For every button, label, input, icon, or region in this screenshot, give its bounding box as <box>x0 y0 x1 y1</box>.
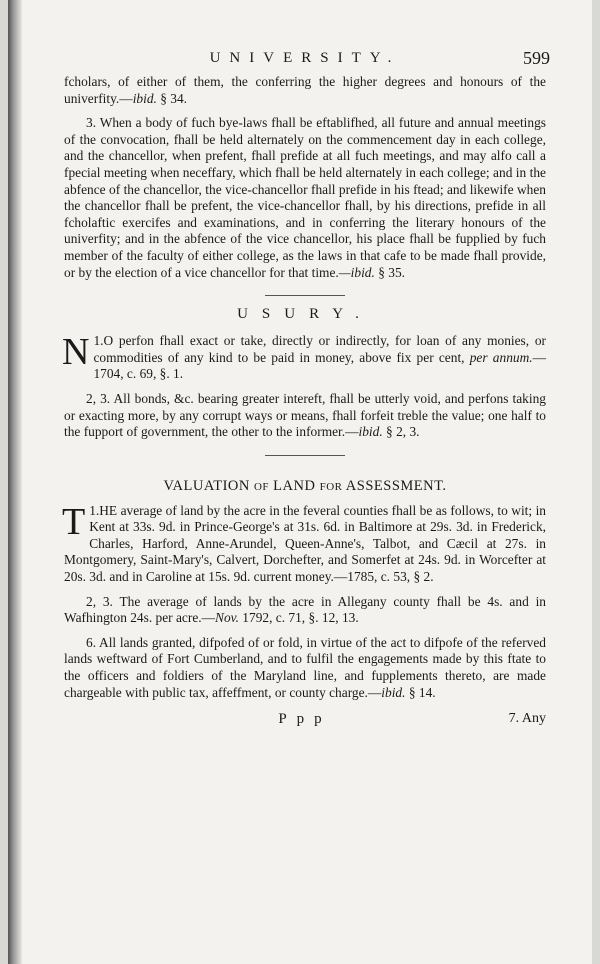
heading-part: VALUATION <box>163 477 254 494</box>
citation-ibid: ibid. <box>358 424 383 440</box>
paragraph-text: O perfon fhall exact or take, directly or indirectly, for loan of any monies, or commodities of any kind to be paid in money, above fix per cent, <box>93 333 546 365</box>
book-page <box>8 0 592 964</box>
section-reference: § 2, 3. <box>382 424 420 440</box>
citation-ibid: ibid. <box>132 90 157 106</box>
paragraph-text: 2, 3. All bonds, &c. bearing greater intereft, fhall be utterly void, and perfons taking or exacting more, by any corrupt ways or means, fhall forfeit treble the value; one half to the fupport of government, the other to the informer.— <box>64 390 546 440</box>
university-paragraph-3 <box>64 115 546 281</box>
valuation-paragraph-1 <box>62 500 546 586</box>
usury-paragraph-2 <box>64 391 546 441</box>
heading-part: OF <box>253 480 270 493</box>
heading-part: FOR <box>319 480 343 493</box>
paragraph-text: fcholars, of either of them, the conferring the higher degrees and honours of the univerfity.— <box>64 74 546 106</box>
section-reference: § 14. <box>405 684 436 700</box>
university-continued-paragraph <box>64 74 546 107</box>
italic-term: Nov. <box>215 610 239 626</box>
section-reference: § 34. <box>156 90 188 106</box>
paragraph-text: 2, 3. The average of lands by the acre in Allegany county fhall be 4s. and in Wafhington 24s. per acre.— <box>64 593 546 626</box>
citation-ibid: —ibid. <box>338 264 375 280</box>
statute-reference: —1704, c. 69, §. 1. <box>93 349 546 382</box>
catchword: 7. Any <box>508 711 546 727</box>
paragraph-text: HE average of land by the acre in the feveral counties fhall be as follows, to wit; in Kent at 33s. 9d. in Prince-George's at 31s. 6d. in Baltimore at 29s. 3d. in Frederick, Charles, Harford, Anne-Arundel, Queen-Anne's, Talbot, and Cæcil at 27s. in Montgomery, Saint-Mary's, Calvert, Dorchefter, and Somerfet at 24s. 9d. in Worcefter at 20s. 3d. and in Caroline at 15s. 9d. current money.—1785, c. 53, § 2. <box>64 502 546 585</box>
paragraph-number: 1. <box>89 502 100 518</box>
section-reference: § 35. <box>374 264 405 280</box>
section-heading-valuation <box>64 478 546 495</box>
heading-part: LAND <box>269 477 320 494</box>
page-footer <box>64 711 546 735</box>
valuation-paragraph-2 <box>64 594 546 627</box>
drop-cap: T <box>62 500 86 543</box>
section-divider <box>265 455 345 456</box>
binding-gutter <box>8 0 22 964</box>
usury-paragraph-1 <box>64 333 546 383</box>
paragraph-text: 6. All lands granted, difpofed of or fold, in virtue of the act to difpofe of the referved lands weftward of Fort Cumberland, and to fulfil the engagements made by this ftate to the officers and foldiers of the Maryland line, and fupplements thereto, are made chargeable with public tax, affeffment, or county charge.— <box>64 634 546 700</box>
valuation-paragraph-6 <box>64 635 546 701</box>
page-number: 599 <box>523 48 550 68</box>
paragraph-number: 1. <box>93 333 104 349</box>
heading-part: ASSESSMENT. <box>342 477 447 494</box>
page-header <box>64 48 550 74</box>
signature-mark: Ppp <box>278 711 332 728</box>
italic-term: per annum. <box>469 349 533 365</box>
statute-reference: 1792, c. 71, §. 12, 13. <box>238 610 359 626</box>
paragraph-text: 3. When a body of fuch bye-laws fhall be eftablifhed, all future and annual meetings of the convocation, fhall be held alternately on the commencement day in each college, and the chancellor, when prefent, fhall prefide at all fuch meetings, and may alfo call a fpecial meeting when neceffary, which fhall be held alternately in each college; and in the abfence of the chancellor, the vice-chancellor fhall prefide in his ftead; and likewife when the chancellor fhall be prefent, the vice-chancellor fhall, by his directions, prefide in all fcholaftic exercifes and examinations, and in conferring the literary honours of the univerfity; and in the abfence of the vice chancellor, his place fhall be fupplied by fuch member of the faculty of either college, as the laws in that cafe to be made fhall provide, or by the election of a vice chancellor for that time. <box>64 115 546 280</box>
drop-cap: N <box>62 331 90 374</box>
citation-ibid: ibid. <box>381 684 406 700</box>
section-heading-usury: USURY. <box>237 306 373 323</box>
running-head: UNIVERSITY. <box>209 50 401 66</box>
section-divider <box>265 295 345 296</box>
